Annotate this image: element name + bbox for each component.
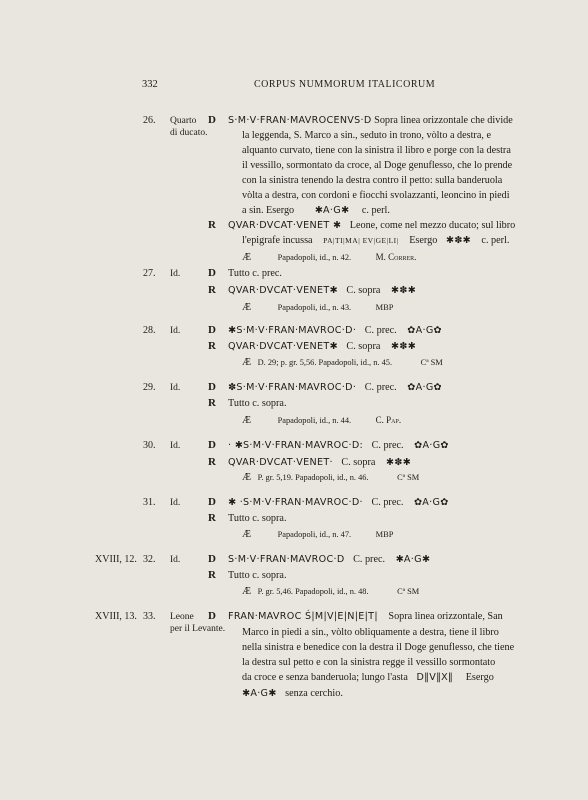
description-line: alquanto curvato, tiene con la sinistra il libro e porge con la destra — [242, 145, 511, 156]
obverse-symbol: D — [208, 439, 216, 451]
description-line: la leggenda, S. Marco a sin., seduto in trono, vòlto a destra, e — [242, 130, 491, 141]
obverse-line: ✱ ·S·M·V·FRAN·MAVROC·D· C. prec. ✿A·G✿ — [228, 497, 449, 508]
entry-number: 28. — [143, 325, 156, 336]
exergue-line: a sin. Esergo ✱A·G✱ c. perl. — [242, 205, 390, 216]
description-line: nella sinistra e benedice con la destra il Doge genuflesso, che tiene — [242, 642, 515, 653]
denomination: Leone per il Levante. — [170, 612, 226, 634]
entry-number: 29. — [143, 382, 156, 393]
denomination: Quarto di ducato. — [170, 116, 208, 138]
denomination: Id. — [170, 383, 181, 393]
obverse-symbol: D — [208, 381, 216, 393]
running-title: CORPUS NUMMORUM ITALICORUM — [254, 79, 436, 90]
obverse-symbol: D — [208, 496, 216, 508]
denomination: Id. — [170, 555, 181, 565]
obverse-legend: S·M·V·FRAN·MAVROCENVS·D — [228, 115, 372, 126]
reverse-symbol: R — [208, 569, 216, 581]
reverse-symbol: R — [208, 397, 216, 409]
entry-number: 33. — [143, 611, 156, 622]
obverse-line: S·M·V·FRAN·MAVROC·D C. prec. ✱A·G✱ — [228, 554, 431, 565]
description-line: con la sinistra tenendo la destra contro il petto: sulla banderuola — [242, 175, 503, 186]
obverse-line: ✱S·M·V·FRAN·MAVROC·D· C. prec. ✿A·G✿ — [228, 325, 442, 336]
reference-line: Æ P. gr. 5,46. Papadopoli, id., n. 48. Cª SM — [242, 586, 420, 597]
reverse-line: Tutto c. sopra. — [228, 513, 287, 524]
entry-number: 27. — [143, 268, 156, 279]
description-line: la destra sul petto e con la sinistra regge il vessillo sormontato — [242, 657, 496, 668]
reverse-symbol: R — [208, 219, 216, 231]
reverse-line: QVAR·DVCAT·VENET✱ C. sopra ✱✽✱ — [228, 341, 416, 352]
reverse-line: Tutto c. sopra. — [228, 570, 287, 581]
reference-line: Æ Papadopoli, id., n. 47. MBP — [242, 529, 394, 540]
reverse-symbol: R — [208, 284, 216, 296]
entry-number: 26. — [143, 115, 156, 126]
reverse-symbol: R — [208, 512, 216, 524]
exergue-line: ✱A·G✱ senza cerchio. — [242, 688, 343, 699]
reverse-line: QVAR·DVCAT·VENET✱ C. sopra ✱✽✱ — [228, 285, 416, 296]
reference-line: Æ P. gr. 5,19. Papadopoli, id., n. 46. Cª SM — [242, 472, 420, 483]
obverse-symbol: D — [208, 553, 216, 565]
entry-number: 30. — [143, 440, 156, 451]
obverse-symbol: D — [208, 114, 216, 126]
page-number: 332 — [142, 79, 158, 90]
description-line: l'epigrafe incussa PA|TI|MA| EV|GE|LI| Esergo ✱✽✱ c. perl. — [242, 235, 510, 246]
obverse-line: FRAN·MAVROC Ś|M|V|E|N|E|T| Sopra linea orizzontale, San — [228, 611, 503, 622]
denomination: Id. — [170, 326, 181, 336]
obverse-line: · ✱S·M·V·FRAN·MAVROC·D: C. prec. ✿A·G✿ — [228, 440, 449, 451]
plate-reference: XVIII, 12. — [95, 554, 137, 565]
reference-line: Æ D. 29; p. gr. 5,56. Papadopoli, id., n. 45. Cª SM — [242, 357, 443, 368]
denomination: Id. — [170, 269, 181, 279]
reverse-line: QVAR·DVCAT·VENET· C. sopra ✱✽✱ — [228, 457, 411, 468]
entry-number: 31. — [143, 497, 156, 508]
reverse-symbol: R — [208, 340, 216, 352]
reverse-legend: QVAR·DVCAT·VENET ✱ — [228, 220, 342, 231]
description-line: il vessillo, sormontato da croce, al Doge genuflesso, che lo prende — [242, 160, 513, 171]
obverse-legend: FRAN·MAVROC Ś|M|V|E|N|E|T| — [228, 611, 378, 622]
reverse-line: Tutto c. sopra. — [228, 398, 287, 409]
reference-line: Æ Papadopoli, id., n. 44. C. Pap. — [242, 415, 402, 426]
metal-symbol: Æ — [242, 252, 252, 263]
obverse-symbol: D — [208, 267, 216, 279]
description-line: Marco in piedi a sin., vòlto obliquamente a destra, tiene il libro — [242, 627, 499, 638]
obverse-symbol: D — [208, 324, 216, 336]
description-line: da croce e senza banderuola; lungo l'asta D‖V‖X‖ Esergo — [242, 672, 494, 683]
obverse-symbol: D — [208, 610, 216, 622]
entry-number: 32. — [143, 554, 156, 565]
reverse-symbol: R — [208, 456, 216, 468]
reverse-line: QVAR·DVCAT·VENET ✱ Leone, come nel mezzo ducato; sul libro — [228, 220, 516, 231]
description-line: vòlta a destra, con cordoni e fiocchi svolazzanti, leoncino in piedi — [242, 190, 510, 201]
obverse-line: ✽S·M·V·FRAN·MAVROC·D· C. prec. ✿A·G✿ — [228, 382, 442, 393]
reference-line: Æ Papadopoli, id., n. 43. MBP — [242, 302, 394, 313]
obverse-line: S·M·V·FRAN·MAVROCENVS·D Sopra linea orizzontale che divide — [228, 115, 513, 126]
plate-reference: XVIII, 13. — [95, 611, 137, 622]
denomination: Id. — [170, 498, 181, 508]
denomination: Id. — [170, 441, 181, 451]
reference-line: Æ Papadopoli, id., n. 42. M. Correr. — [242, 252, 417, 263]
obverse-line: Tutto c. prec. — [228, 268, 282, 279]
